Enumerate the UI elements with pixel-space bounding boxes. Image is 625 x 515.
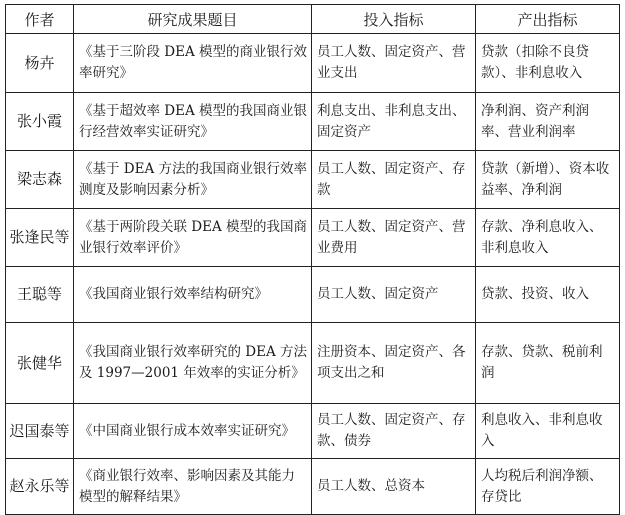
output-cell: 贷款、投资、收入: [476, 267, 620, 323]
author-cell: 张逢民等: [6, 209, 74, 267]
header-output: 产出指标: [476, 5, 620, 34]
table-row: [6, 404, 620, 459]
input-cell: 注册资本、固定资产、各项支出之和: [312, 323, 476, 404]
author-cell: 张健华: [6, 323, 74, 404]
table-row: [6, 323, 620, 404]
output-cell: 贷款（新增）、资本收益率、净利润: [476, 151, 620, 209]
efficiency-studies-table-container: [5, 4, 619, 515]
header-author: 作者: [6, 5, 74, 34]
input-cell: 员工人数、总资本: [312, 459, 476, 515]
author-cell: 迟国泰等: [6, 404, 74, 459]
author-cell: 王聪等: [6, 267, 74, 323]
author-cell: 赵永乐等: [6, 459, 74, 515]
table-row: [6, 459, 620, 515]
table-header-row: [6, 5, 620, 34]
header-title: 研究成果题目: [74, 5, 312, 34]
title-cell: 《基于超效率 DEA 模型的我国商业银行经营效率实证研究》: [74, 93, 312, 151]
input-cell: 利息支出、非利息支出、固定资产: [312, 93, 476, 151]
title-cell: 《基于两阶段关联 DEA 模型的我国商业银行效率评价》: [74, 209, 312, 267]
table-row: [6, 267, 620, 323]
title-cell: 《商业银行效率、影响因素及其能力模型的解释结果》: [74, 459, 312, 515]
output-cell: 人均税后利润净额、存贷比: [476, 459, 620, 515]
input-cell: 员工人数、固定资产、营业费用: [312, 209, 476, 267]
output-cell: 净利润、资产利润率、营业利润率: [476, 93, 620, 151]
output-cell: 存款、贷款、税前利润: [476, 323, 620, 404]
title-cell: 《基于 DEA 方法的我国商业银行效率测度及影响因素分析》: [74, 151, 312, 209]
author-cell: 杨卉: [6, 34, 74, 93]
title-cell: 《我国商业银行效率研究的 DEA 方法及 1997—2001 年效率的实证分析》: [74, 323, 312, 404]
table-row: [6, 93, 620, 151]
output-cell: 贷款（扣除不良贷款）、非利息收入: [476, 34, 620, 93]
title-cell: 《中国商业银行成本效率实证研究》: [74, 404, 312, 459]
input-cell: 员工人数、固定资产、存款、债券: [312, 404, 476, 459]
title-cell: 《我国商业银行效率结构研究》: [74, 267, 312, 323]
output-cell: 利息收入、非利息收入: [476, 404, 620, 459]
title-cell: 《基于三阶段 DEA 模型的商业银行效率研究》: [74, 34, 312, 93]
input-cell: 员工人数、固定资产、营业支出: [312, 34, 476, 93]
input-cell: 员工人数、固定资产: [312, 267, 476, 323]
author-cell: 梁志森: [6, 151, 74, 209]
table-row: [6, 151, 620, 209]
author-cell: 张小霞: [6, 93, 74, 151]
table-row: [6, 209, 620, 267]
input-cell: 员工人数、固定资产、存款: [312, 151, 476, 209]
header-input: 投入指标: [312, 5, 476, 34]
output-cell: 存款、净利息收入、非利息收入: [476, 209, 620, 267]
table-row: [6, 34, 620, 93]
efficiency-studies-table: [5, 4, 620, 515]
